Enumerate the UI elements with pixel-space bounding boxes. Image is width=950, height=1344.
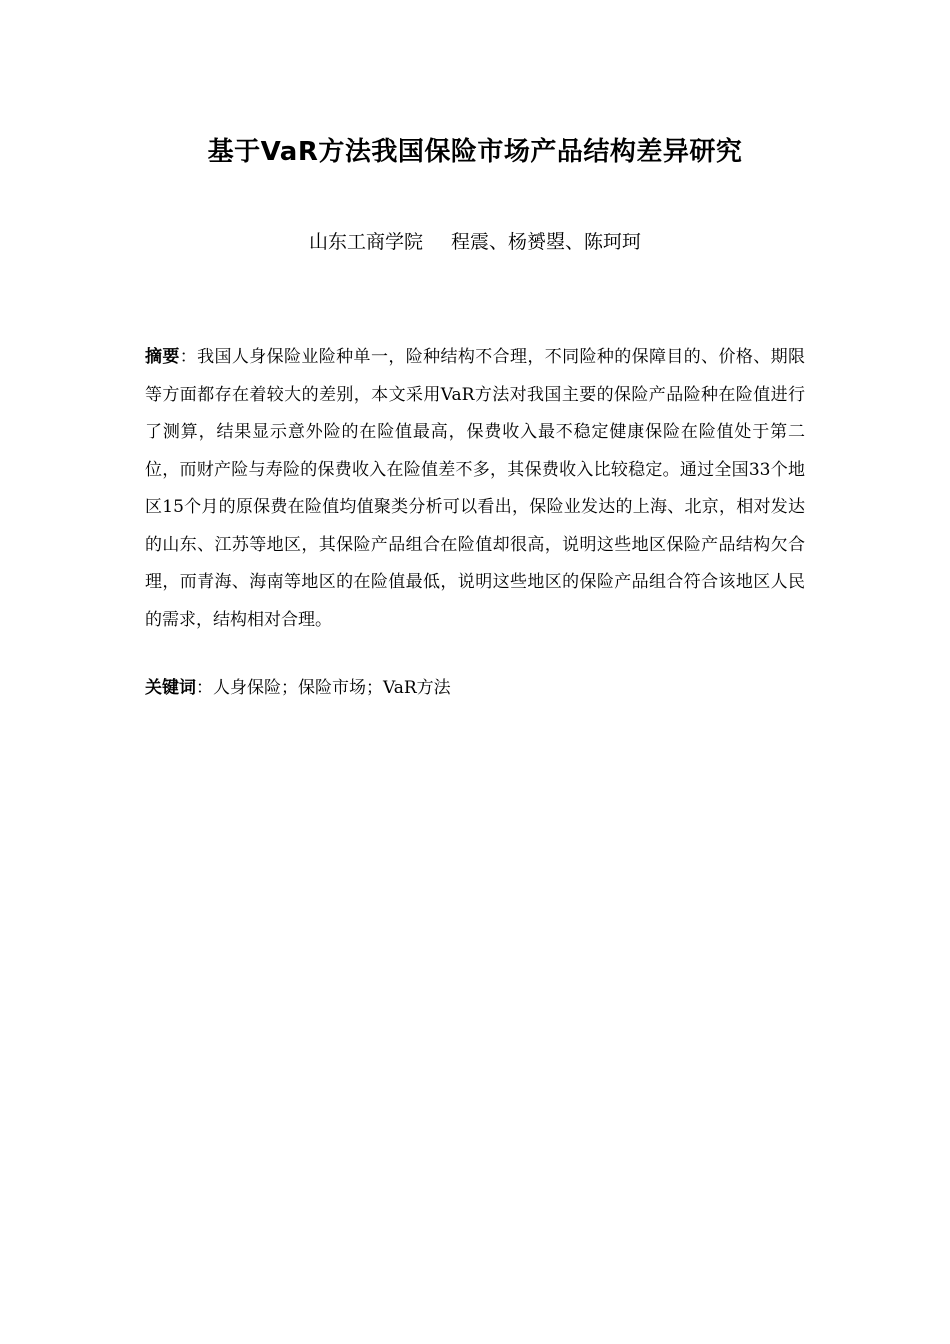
abstract-text: 我国人身保险业险种单一，险种结构不合理，不同险种的保障目的、价格、期限等方面都存在着较大的差别，本文采用VaR方法对我国主要的保险产品险种在险值进行了测算，结果显示意外险的在险值最高，保费收入最不稳定健康保险在险值处于第二位，而财产险与寿险的保费收入在险值差不多，其保费收入比较稳定。通过全国33个地区15个月的原保费在险值均值聚类分析可以看出，保险业发达的上海、北京，相对发达的山东、江苏等地区，其保险产品组合在险值却很高，说明这些地区保险产品结构欠合理，而青海、海南等地区的在险值最低，说明这些地区的保险产品组合符合该地区人民的需求，结构相对合理。 bbox=[145, 347, 806, 630]
keywords bbox=[145, 674, 805, 702]
keywords-text: 人身保险；保险市场；VaR方法 bbox=[213, 678, 451, 698]
author-line bbox=[0, 228, 950, 256]
author-names: 程震、杨赟曌、陈珂珂 bbox=[451, 231, 642, 253]
affiliation: 山东工商学院 bbox=[308, 231, 423, 253]
keywords-label: 关键词 bbox=[145, 678, 196, 698]
abstract-colon: ： bbox=[179, 347, 198, 367]
keywords-colon: ： bbox=[196, 678, 213, 698]
abstract bbox=[145, 339, 805, 639]
abstract-label: 摘要 bbox=[145, 347, 180, 367]
paper-title: 基于VaR方法我国保险市场产品结构差异研究 bbox=[207, 137, 743, 167]
